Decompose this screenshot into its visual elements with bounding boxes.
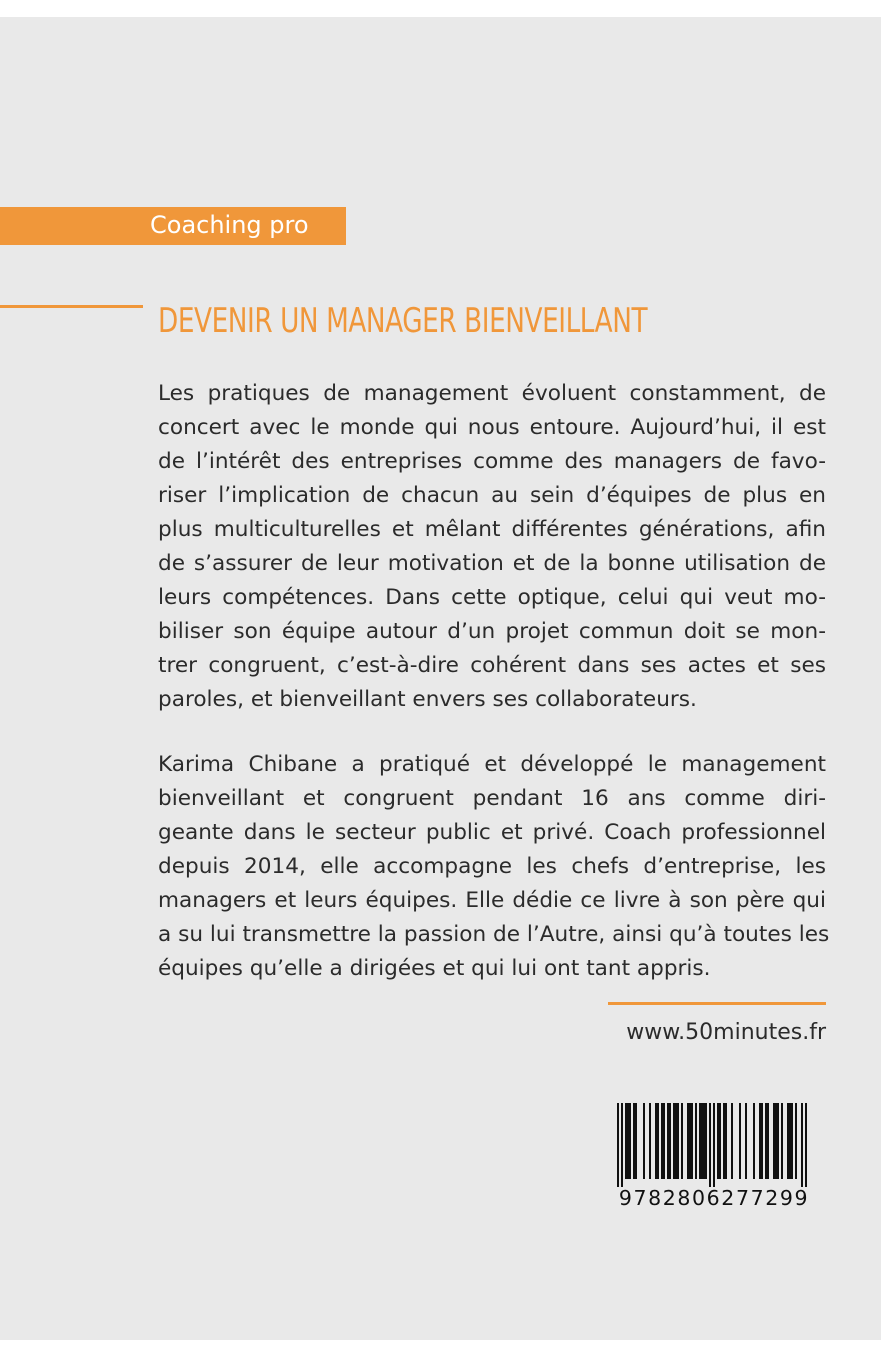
blurb-line: de s’assurer de leur motivation et de la bonne utilisation de [158, 551, 826, 576]
barcode-bar [667, 1103, 669, 1179]
barcode-bar [687, 1103, 689, 1179]
barcode-bar [801, 1103, 803, 1187]
barcode-bar [635, 1103, 637, 1179]
author-bio-line: geante dans le secteur public et privé. Coach professionnel [158, 820, 826, 845]
barcode-bar [713, 1103, 715, 1187]
barcode-bar [669, 1103, 671, 1179]
blurb-line: biliser son équipe autour d’un projet commun doit se mon- [158, 619, 826, 644]
barcode-bar [661, 1103, 663, 1179]
blurb-line: concert avec le monde qui nous entoure. Aujourd’hui, il est [158, 415, 826, 440]
barcode-bar [767, 1103, 769, 1179]
book-back-cover [0, 17, 881, 1340]
barcode-bar [677, 1103, 679, 1179]
barcode-bar [791, 1103, 793, 1179]
barcode-bar [701, 1103, 703, 1179]
barcode-bar [777, 1103, 779, 1179]
barcode-bar [633, 1103, 635, 1179]
barcode-bar [673, 1103, 675, 1179]
author-bio-line: managers et leurs équipes. Elle dédie ce livre à son père qui [158, 888, 826, 913]
url-rule [608, 1002, 826, 1005]
title-rule [0, 305, 143, 308]
series-label: Coaching pro [150, 211, 309, 239]
blurb-line: Les pratiques de management évoluent constamment, de [158, 381, 826, 406]
barcode-bar [805, 1103, 807, 1187]
barcode-bar [617, 1103, 619, 1187]
blurb-line: trer congruent, c’est-à-dire cohérent dans ses actes et ses [158, 653, 826, 678]
barcode-bar [761, 1103, 763, 1179]
book-title: DEVENIR UN MANAGER BIENVEILLANT [158, 301, 648, 341]
barcode-bar [759, 1103, 761, 1179]
barcode-bar [681, 1103, 683, 1179]
isbn-number: 9782806277299 [618, 1186, 810, 1210]
barcode-bar [655, 1103, 657, 1179]
blurb-paragraph-2 [158, 748, 830, 986]
barcode-bar [625, 1103, 627, 1179]
blurb-line: plus multiculturelles et mêlant différentes générations, afin [158, 517, 826, 542]
barcode-bar [773, 1103, 775, 1179]
barcode-bar [705, 1103, 707, 1179]
barcode-bar [717, 1103, 719, 1179]
barcode-bar [675, 1103, 677, 1179]
barcode-bar [753, 1103, 755, 1179]
blurb-line: de l’intérêt des entreprises comme des managers de favo- [158, 449, 826, 474]
barcode-bar [795, 1103, 797, 1179]
barcode-bar [745, 1103, 747, 1179]
author-bio-line: depuis 2014, elle accompagne les chefs d’entreprise, les [158, 854, 826, 879]
publisher-url[interactable]: www.50minutes.fr [626, 1020, 826, 1045]
barcode-bar [703, 1103, 705, 1179]
barcode-bar [621, 1103, 623, 1187]
barcode-bar [719, 1103, 721, 1179]
author-bio-line: bienveillant et congruent pendant 16 ans comme diri- [158, 786, 826, 811]
barcode-bar [787, 1103, 789, 1179]
barcode-bar [709, 1103, 711, 1187]
barcode-bar [643, 1103, 645, 1179]
barcode-bar [629, 1103, 631, 1179]
barcode-bar [649, 1103, 651, 1179]
barcode-bar [627, 1103, 629, 1179]
blurb-paragraph-1 [158, 377, 826, 717]
barcode-bar [691, 1103, 693, 1179]
barcode-bar [731, 1103, 733, 1179]
barcode-bar [723, 1103, 725, 1179]
barcode-bars [603, 1103, 825, 1187]
author-bio-line: a su lui transmettre la passion de l’Autre, ainsi qu’à toutes les [158, 922, 830, 947]
barcode-bar [765, 1103, 767, 1179]
barcode-bar [699, 1103, 701, 1179]
barcode-bar [789, 1103, 791, 1179]
barcode-bar [695, 1103, 697, 1179]
barcode-bar [775, 1103, 777, 1179]
barcode-bar [663, 1103, 665, 1179]
barcode-bar [657, 1103, 659, 1179]
barcode-bar [725, 1103, 727, 1179]
author-bio-line: Karima Chibane a pratiqué et développé le management [158, 752, 826, 777]
barcode-bar [739, 1103, 741, 1179]
author-bio-line: équipes qu’elle a dirigées et qui lui ont tant appris. [158, 956, 711, 981]
barcode-bar [689, 1103, 691, 1179]
blurb-line: riser l’implication de chacun au sein d’équipes de plus en [158, 483, 826, 508]
blurb-line: leurs compétences. Dans cette optique, celui qui veut mo- [158, 585, 826, 610]
blurb-line: paroles, et bienveillant envers ses collaborateurs. [158, 687, 697, 712]
isbn-barcode [603, 1103, 825, 1218]
barcode-bar [781, 1103, 783, 1179]
